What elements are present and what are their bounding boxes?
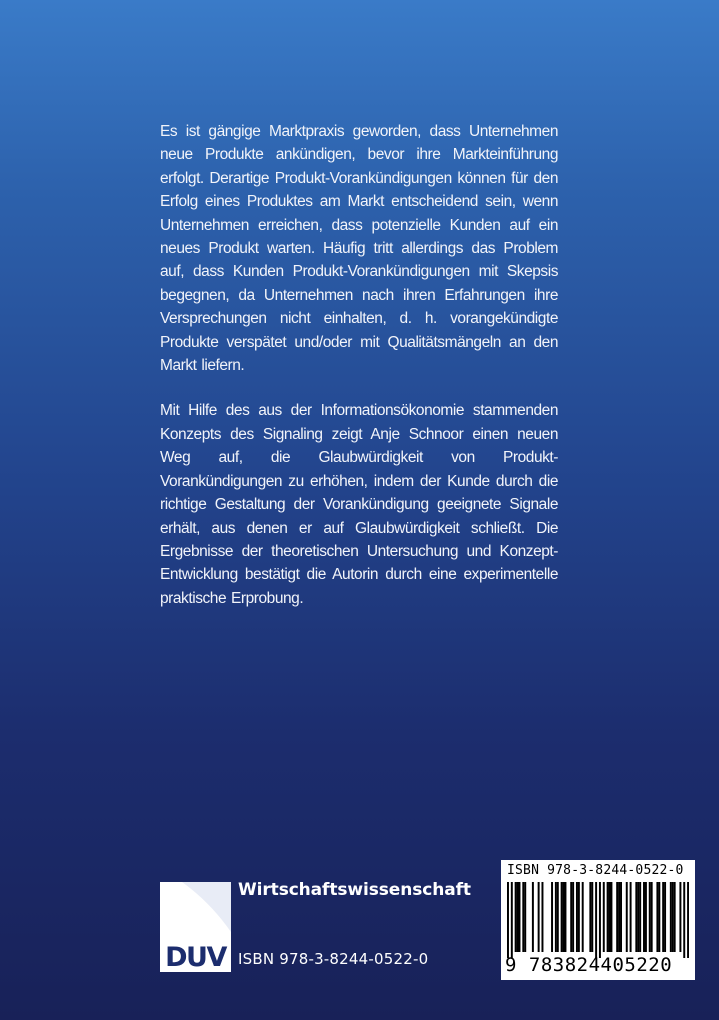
barcode-bar xyxy=(555,882,557,952)
barcode-bar xyxy=(589,882,591,952)
barcode-bar xyxy=(683,882,685,958)
barcode-digit-string: 783824405220 xyxy=(528,954,673,976)
barcode-bar xyxy=(591,882,593,952)
barcode-bar xyxy=(564,882,566,952)
barcode-bar xyxy=(639,882,641,952)
barcode-bar xyxy=(517,882,519,952)
barcode-bar xyxy=(609,882,611,952)
barcode-bar xyxy=(656,882,658,952)
barcode-bar xyxy=(607,882,609,952)
barcode-bar xyxy=(687,882,689,958)
barcode-bar xyxy=(538,882,540,952)
barcode-bar xyxy=(662,882,664,952)
duv-logo-icon xyxy=(160,882,231,972)
barcode-bar xyxy=(630,882,632,952)
barcode-bar xyxy=(626,882,628,952)
back-cover-blurb xyxy=(160,120,558,632)
barcode-bar xyxy=(603,882,605,952)
barcode-isbn: ISBN 978-3-8244-0522-0 xyxy=(507,863,684,878)
barcode-bar xyxy=(643,882,645,952)
barcode-bar xyxy=(618,882,620,952)
barcode-bar xyxy=(674,882,676,952)
barcode-bar xyxy=(518,882,520,952)
barcode-bar xyxy=(522,882,524,952)
blurb-paragraph-2: Mit Hilfe des aus der Informationsökonomie stammenden Konzepts des Signaling zeigt Anje Schnoor einen neuen Weg auf, die Glaubwürdigkeit von Produkt-Vorankündigungen zu erhöhen, indem der Kunde durch die richtige Gestaltung der Vorankündigung geeignete Signale erhält, aus denen er auf Glaubwürdigkeit schließt. Die Ergebnisse der theoretischen Untersuchung und Konzept-Entwicklung bestätigt die Autorin durch eine experimentelle praktische Erprobung. xyxy=(160,402,558,607)
barcode-bar xyxy=(563,882,565,952)
barcode-bar xyxy=(610,882,612,952)
barcode-bars xyxy=(507,882,689,958)
barcode-bar xyxy=(595,882,597,958)
blurb-paragraph-1: Es ist gängige Marktpraxis geworden, dass Unternehmen neue Produkte ankündigen, bevor ihre Markteinführung erfolgt. Derartige Produkt-Vorankündigungen können für den Erfolg eines Produktes am Markt entscheidend sein, wenn Unternehmen erreichen, dass potenzielle Kunden auf ein neues Produkt warten. Häufig tritt allerdings das Problem auf, dass Kunden Produkt-Vorankündigungen mit Skepsis begegnen, da Unternehmen nach ihren Erfahrungen ihre Versprechungen nicht einhalten, d. h. vorangekündigte Produkte verspätet und/oder mit Qualitätsmängeln an den Markt liefern. xyxy=(160,123,558,375)
barcode-bar xyxy=(570,882,572,952)
barcode-bar xyxy=(658,882,660,952)
barcode-bar xyxy=(645,882,647,952)
barcode-bar xyxy=(616,882,618,952)
barcode-bar xyxy=(557,882,559,952)
publisher-isbn: ISBN 978-3-8244-0522-0 xyxy=(238,950,429,968)
barcode-bar xyxy=(507,882,509,958)
barcode-first-digit: 9 xyxy=(505,954,517,976)
barcode-bar xyxy=(651,882,653,952)
duv-logo-text: DUV xyxy=(165,942,226,972)
barcode-bar xyxy=(578,882,580,952)
barcode-bar xyxy=(599,882,601,958)
barcode-bar xyxy=(649,882,651,952)
barcode-bar xyxy=(637,882,639,952)
barcode-label xyxy=(501,860,695,980)
barcode-bar xyxy=(551,882,553,952)
barcode-bar xyxy=(511,882,513,958)
barcode-bar xyxy=(576,882,578,952)
barcode-bar xyxy=(679,882,681,952)
barcode-bar xyxy=(515,882,517,952)
barcode-bar xyxy=(524,882,526,952)
barcode-bar xyxy=(532,882,534,952)
barcode-bar xyxy=(561,882,563,952)
barcode-bar xyxy=(635,882,637,952)
barcode-bar xyxy=(541,882,543,952)
barcode-bar xyxy=(620,882,622,952)
barcode-bar xyxy=(572,882,574,952)
series-title: Wirtschaftswissenschaft xyxy=(238,880,471,900)
barcode-digits xyxy=(505,954,672,976)
barcode-bar xyxy=(664,882,666,952)
barcode-bar xyxy=(582,882,584,952)
barcode-bar xyxy=(672,882,674,952)
barcode-bar xyxy=(670,882,672,952)
